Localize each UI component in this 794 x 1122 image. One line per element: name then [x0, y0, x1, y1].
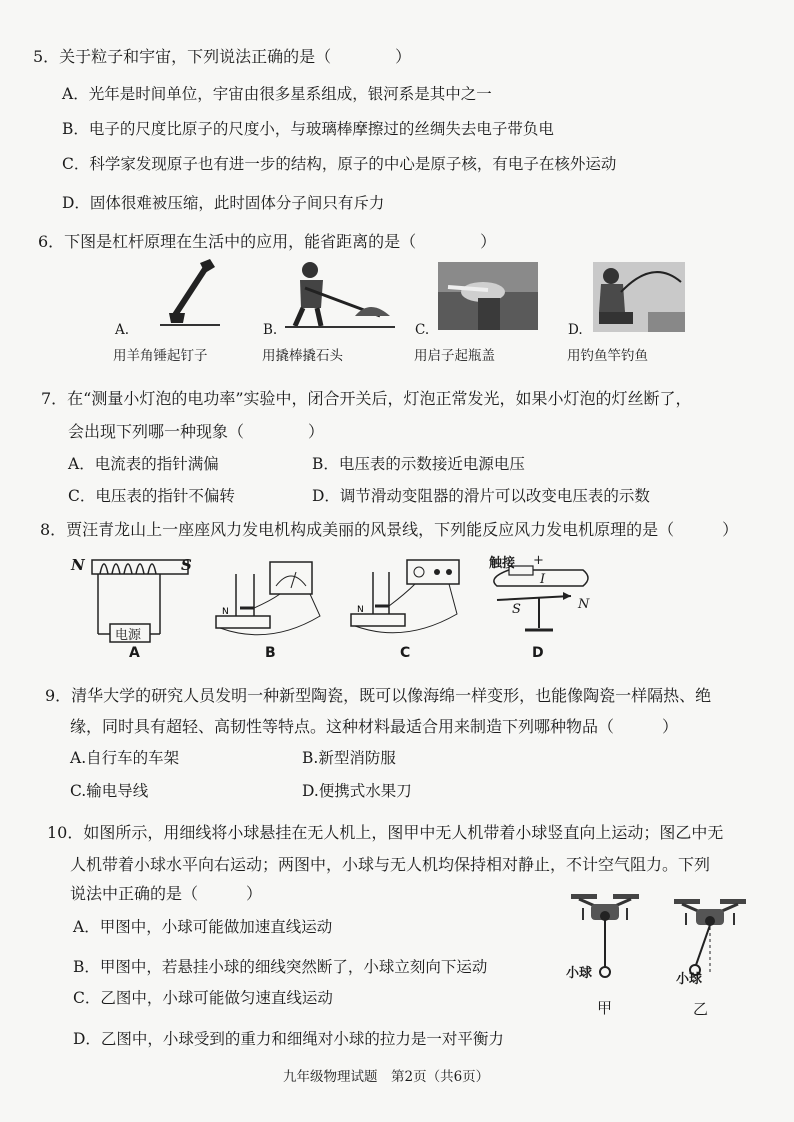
q9-option-b: B.新型消防服 — [302, 749, 396, 767]
drone-jia-label: 甲 — [597, 999, 613, 1017]
q9-option-d: D.便携式水果刀 — [302, 782, 412, 800]
fig-a-s-pole: S — [181, 556, 192, 574]
q7-option-c: C．电压表的指针不偏转 — [68, 487, 235, 505]
fig-a-power-source: 电源 — [115, 628, 142, 643]
hammer-picture — [145, 255, 225, 330]
q7-stem-line1: 7．在“测量小灯泡的电功率”实验中，闭合开关后，灯泡正常发光，如果小灯泡的灯丝断了， — [41, 389, 692, 408]
q8-label-d: D — [532, 645, 544, 661]
q6-caption-c: 用启子起瓶盖 — [414, 348, 495, 364]
q10-stem-line2: 人机带着小球水平向右运动；两图中，小球与无人机均保持相对静止，不计空气阻力。下列 — [70, 855, 711, 874]
crowbar-picture — [285, 258, 395, 330]
svg-text:N: N — [222, 607, 229, 617]
q9-option-c: C.输电导线 — [70, 782, 149, 800]
q8-stem: 8．贾汪青龙山上一座座风力发电机构成美丽的风景线，下列能反应风力发电机原理的是（ ） — [40, 520, 739, 539]
q6-letter-d: D. — [568, 322, 583, 338]
q6-letter-b: B. — [263, 322, 278, 338]
bottle-opener-picture — [438, 262, 538, 330]
q7-option-b: B．电压表的示数接近电源电压 — [312, 455, 525, 473]
q9-stem-line1: 9．清华大学的研究人员发明一种新型陶瓷，既可以像海绵一样变形，也能像陶瓷一样隔热、绝 — [45, 686, 712, 705]
fishing-picture — [593, 262, 685, 332]
q6-caption-a: 用羊角锤起钉子 — [113, 348, 208, 364]
q6-caption-d: 用钓鱼竿钓鱼 — [567, 348, 648, 364]
q8-label-b: B — [265, 645, 276, 661]
fig-d-touch-label: 触接 — [489, 556, 516, 571]
q5-option-c: C．科学家发现原子也有进一步的结构，原子的中心是原子核，有电子在核外运动 — [62, 155, 617, 173]
drone-yi-ball-label: 小球 — [676, 972, 703, 987]
q5-option-d: D．固体很难被压缩，此时固体分子间只有斥力 — [62, 194, 385, 212]
q6-letter-a: A. — [115, 322, 130, 338]
q9-option-a: A.自行车的车架 — [70, 749, 180, 767]
galvanometer-figure — [210, 556, 330, 641]
drone-yi-label: 乙 — [693, 1000, 709, 1018]
fig-d-current: I — [540, 572, 546, 587]
q10-option-d: D．乙图中，小球受到的重力和细绳对小球的拉力是一对平衡力 — [73, 1030, 504, 1048]
q7-option-d: D．调节滑动变阻器的滑片可以改变电压表的示数 — [312, 487, 650, 505]
q10-stem-line1: 10．如图所示，用细线将小球悬挂在无人机上，图甲中无人机带着小球竖直向上运动；图乙中无 — [47, 823, 724, 842]
fig-d-s: S — [512, 602, 521, 617]
fig-a-n-pole: N — [71, 556, 85, 574]
q6-caption-b: 用撬棒撬石头 — [262, 348, 343, 364]
q10-option-c: C．乙图中，小球可能做匀速直线运动 — [73, 989, 333, 1007]
q10-option-a: A．甲图中，小球可能做加速直线运动 — [73, 918, 333, 936]
q8-label-c: C — [400, 645, 411, 661]
drone-jia-ball-label: 小球 — [566, 966, 593, 981]
fig-d-n: N — [578, 597, 590, 612]
svg-text:N: N — [357, 605, 364, 615]
fig-d-plus: + — [533, 553, 544, 568]
q5-option-b: B．电子的尺度比原子的尺度小，与玻璃棒摩擦过的丝绸失去电子带负电 — [62, 120, 554, 138]
q5-option-a: A．光年是时间单位，宇宙由很多星系组成，银河系是其中之一 — [62, 85, 492, 103]
q10-option-b: B．甲图中，若悬挂小球的细线突然断了，小球立刻向下运动 — [73, 958, 488, 976]
q5-stem: 5．关于粒子和宇宙，下列说法正确的是（ ） — [33, 47, 412, 66]
q10-stem-line3: 说法中正确的是（ ） — [70, 884, 263, 903]
q7-stem-line2: 会出现下列哪一种现象（ ） — [68, 422, 325, 441]
q6-letter-c: C. — [415, 322, 430, 338]
power-supply-figure — [345, 554, 465, 639]
q6-stem: 6．下图是杠杆原理在生活中的应用，能省距离的是（ ） — [38, 232, 497, 251]
page-footer: 九年级物理试题 第2页（共6页） — [283, 1069, 490, 1085]
q9-stem-line2: 缘，同时具有超轻、高韧性等特点。这种材料最适合用来制造下列哪种物品（ ） — [70, 717, 679, 736]
q8-label-a: A — [129, 645, 140, 661]
q7-option-a: A．电流表的指针满偏 — [68, 455, 219, 473]
